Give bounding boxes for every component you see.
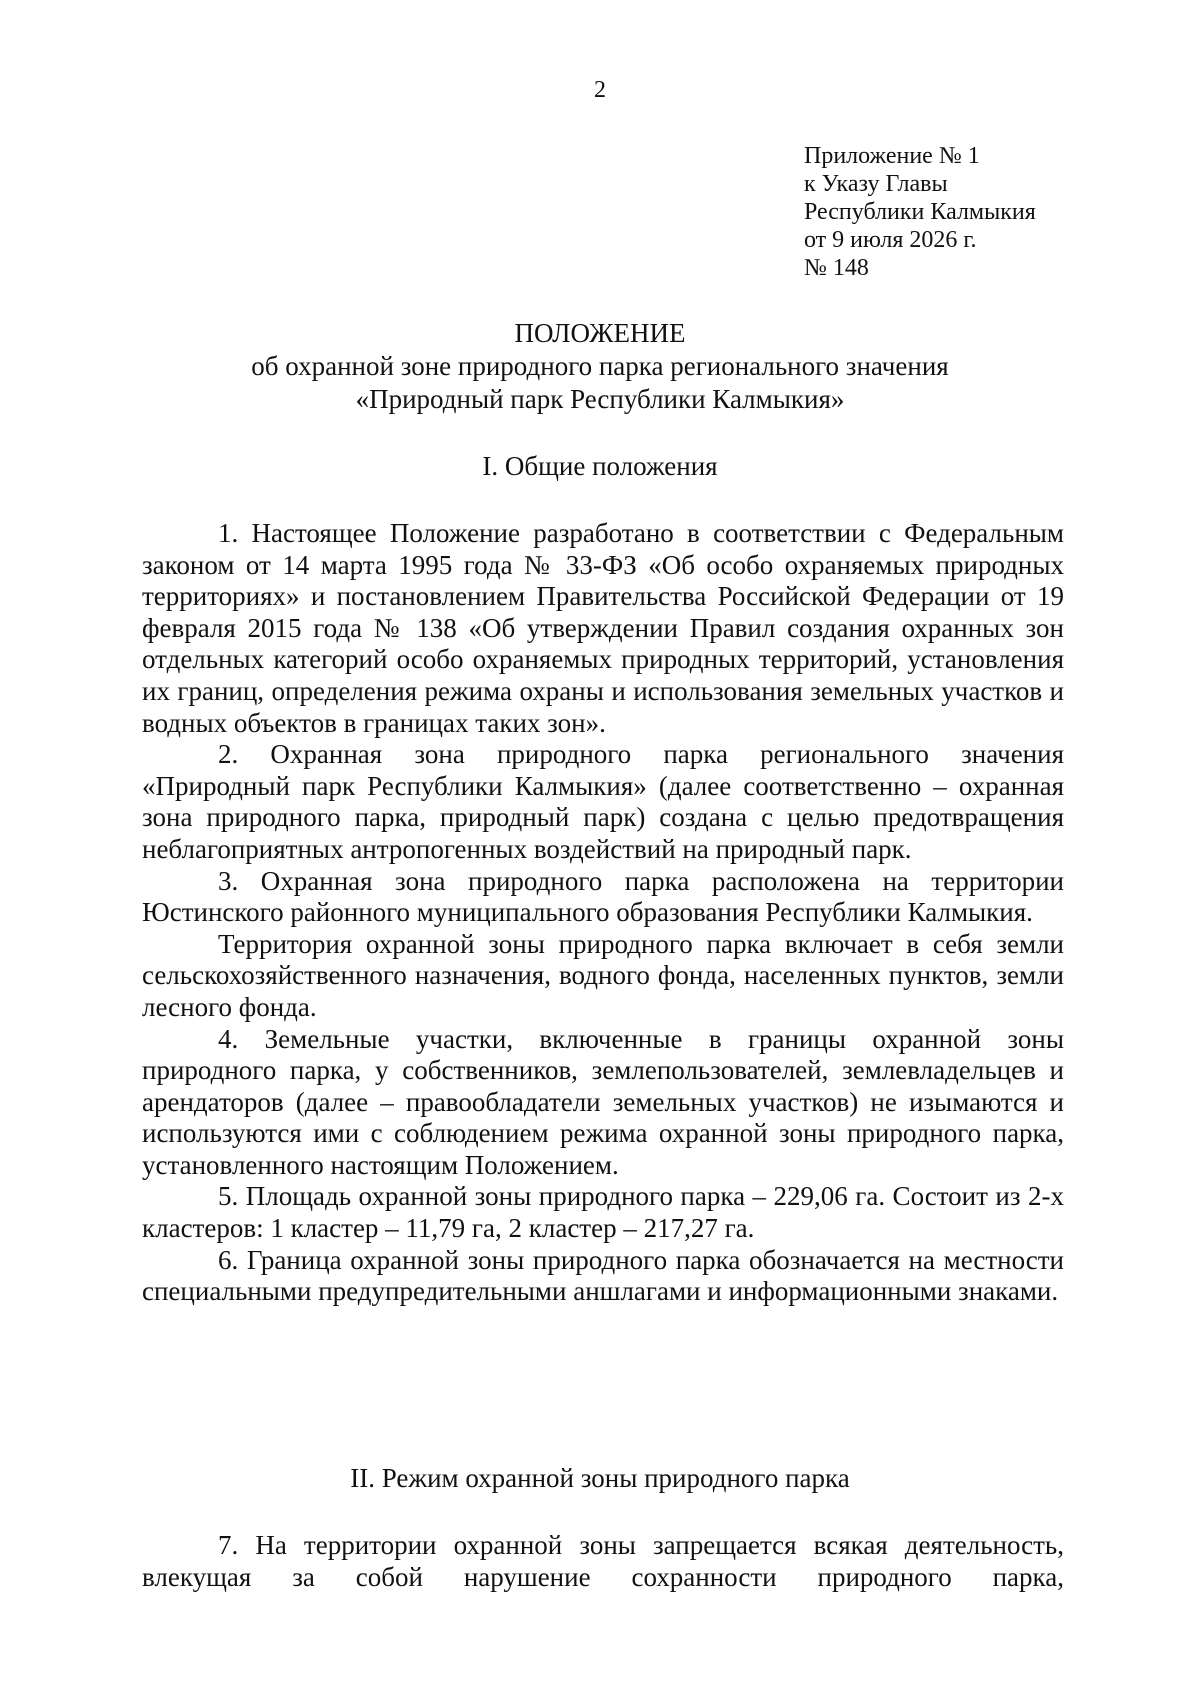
appendix-line: Республики Калмыкия (804, 199, 1036, 225)
appendix-line: к Указу Главы (804, 171, 948, 197)
paragraph: 5. Площадь охранной зоны природного парка – 229,06 га. Состоит из 2-х кластеров: 1 кластер – 11,79 га, 2 кластер – 217,27 га. (142, 1181, 1064, 1244)
section-heading: II. Режим охранной зоны природного парка (350, 1463, 850, 1493)
paragraph: 7. На территории охранной зоны запрещается всякая деятельность, влекущая за собой нарушение сохранности природного парка, (142, 1530, 1064, 1592)
title-line: ПОЛОЖЕНИЕ (514, 318, 686, 348)
appendix-reference (804, 142, 1036, 282)
paragraph: 1. Настоящее Положение разработано в соответствии с Федеральным законом от 14 марта 1995 года № 33-ФЗ «Об особо охраняемых природных территориях» и постановлением Правительства Российской Федерации от 19 февраля 2015 года № 138 «Об утверждении Правил создания охранных зон отдельных категорий особо охраняемых природных территорий, установления их границ, определения режима охраны и использования земельных участков и водных объектов в границах таких зон». (142, 518, 1064, 738)
document-title (0, 317, 1200, 416)
paragraph: Территория охранной зоны природного парка включает в себя земли сельскохозяйственного назначения, водного фонда, населенных пунктов, земли лесного фонда. (142, 928, 1064, 1022)
paragraph: 6. Граница охранной зоны природного парка обозначается на местности специальными предупредительными аншлагами и информационными знаками. (142, 1244, 1064, 1307)
paragraph: 4. Земельные участки, включенные в границы охранной зоны природного парка, у собственников, землепользователей, землевладельцев и арендаторов (далее – правообладатели земельных участков) не изымаются и используются ими с соблюдением режима охранной зоны природного парка, установленного настоящим Положением. (142, 1023, 1064, 1180)
paragraph: 3. Охранная зона природного парка расположена на территории Юстинского районного муниципального образования Республики Калмыкия. (142, 865, 1064, 928)
paragraph: 2. Охранная зона природного парка регионального значения «Природный парк Республики Калмыкия» (далее соответственно – охранная зона природного парка, природный парк) создана с целью предотвращения неблагоприятных антропогенных воздействий на природный парк. (142, 739, 1064, 864)
appendix-line: Приложение № 1 (804, 143, 980, 169)
title-line: «Природный парк Республики Калмыкия» (355, 384, 845, 414)
appendix-line: от 9 июля 2026 г. (804, 227, 977, 253)
section-heading: I. Общие положения (482, 451, 718, 481)
section-body (142, 1530, 1064, 1593)
appendix-line: № 148 (804, 255, 869, 281)
title-line: об охранной зоне природного парка регионального значения (251, 351, 949, 381)
section-body (142, 518, 1064, 1308)
page-number: 2 (594, 77, 606, 103)
